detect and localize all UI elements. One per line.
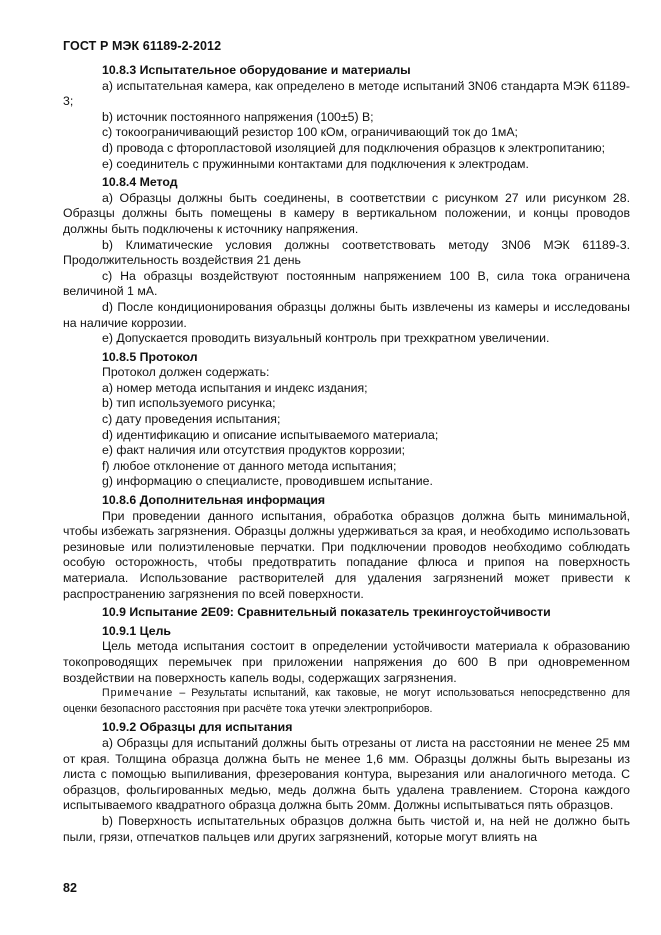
note-text: – Результаты испытаний, как таковые, не могут использоваться непосредственно для оценки безопасного расстояния при расчёте тока утечки электроприборов. <box>63 687 630 715</box>
section-10-9-2-title: 10.9.2 Образцы для испытания <box>102 720 293 735</box>
document-header: ГОСТ Р МЭК 61189-2-2012 <box>63 39 222 53</box>
section-10-9-1-note <box>63 686 630 717</box>
section-10-8-4-title: 10.8.4 Метод <box>102 175 178 190</box>
section-10-8-3-title: 10.8.3 Испытательное оборудование и материалы <box>102 63 411 77</box>
section-10-8-5-item-d: d) идентификацию и описание испытываемого материала; <box>102 427 439 442</box>
section-10-8-3-item-e: e) соединитель с пружинными контактами для подключения к электродам. <box>102 156 529 171</box>
section-10-8-3-item-c: c) токоограничивающий резистор 100 кОм, ограничивающий ток до 1мА; <box>102 125 518 140</box>
section-10-8-4-item-b: b) Климатические условия должны соответствовать методу 3N06 МЭК 61189-3. Продолжительность воздействия 21 день <box>63 237 630 268</box>
section-10-8-5-item-b: b) тип используемого рисунка; <box>102 396 276 411</box>
section-10-8-4-item-d: d) После кондиционирования образцы должны быть извлечены из камеры и исследованы на наличие коррозии. <box>63 299 630 330</box>
page-number: 82 <box>63 881 77 895</box>
section-10-8-5-item-g: g) информацию о специалисте, проводившем испытание. <box>102 474 433 489</box>
section-10-9-2-item-b: b) Поверхность испытательных образцов должна быть чистой и, на ней не должно быть пыли, грязи, отпечатков пальцев или других загрязнений, которые могут влиять на <box>63 813 630 844</box>
section-10-8-4-item-c: c) На образцы воздействуют постоянным напряжением 100 В, сила тока ограничена величиной 1 мА. <box>63 268 630 299</box>
section-10-8-5-item-f: f) любое отклонение от данного метода испытания; <box>102 458 397 473</box>
note-label: Примечание <box>102 687 174 700</box>
section-10-8-5-item-e: e) факт наличия или отсутствия продуктов коррозии; <box>102 443 406 458</box>
section-10-8-4-item-e: e) Допускается проводить визуальный контроль при трехкратном увеличении. <box>102 331 550 346</box>
section-10-8-5-intro: Протокол должен содержать: <box>102 365 270 380</box>
section-10-8-3-item-d: d) провода с фторопластовой изоляцией для подключения образцов к электропитанию; <box>102 140 605 155</box>
section-10-8-5-item-a: a) номер метода испытания и индекс издания; <box>102 380 368 395</box>
section-10-8-5-item-c: c) дату проведения испытания; <box>102 412 281 427</box>
section-10-8-6-text: При проведении данного испытания, обработка образцов должна быть минимальной, чтобы избежать загрязнения. Образцы должны удерживаться за края, и необходимо использовать резиновые или полиэтиленовые перчатки. При подключении проводов необходимо соблюдать особую осторожность, чтобы предотвратить попадание флюса и припоя на поверхность материала. Использование растворителей для удаления загрязнений может привести к распространению загрязнения по всей поверхности. <box>63 508 630 601</box>
section-10-9-1-text: Цель метода испытания состоит в определении устойчивости материала к образованию токопроводящих перемычек при приложении напряжения до 600 В при одновременном воздействии на поверхность капель воды, содержащих загрязнения. <box>63 639 630 685</box>
section-10-8-3-item-a: a) испытательная камера, как определено в методе испытаний 3N06 стандарта МЭК 61189-3; <box>63 78 630 109</box>
section-10-8-6-title: 10.8.6 Дополнительная информация <box>102 493 326 508</box>
section-10-8-4-item-a: а) Образцы должны быть соединены, в соответствии с рисунком 27 или рисунком 28. Образцы должны быть помещены в камеру в вертикальном положении, и концы проводов должны быть подключены к источнику напряжения. <box>63 190 630 236</box>
section-10-9-title: 10.9 Испытание 2E09: Сравнительный показатель трекингоустойчивости <box>102 605 551 620</box>
section-10-9-2-item-a: а) Образцы для испытаний должны быть отрезаны от листа на расстоянии не менее 25 мм от края. Толщина образца должна быть не менее 1,6 мм. Образцы должны быть вырезаны из листа с помощью выпиливания, фрезерования контура, вырезания или аналогичного метода. С образцов, фольгированных медью, медь должна быть удалена травлением. Сторона каждого испытываемого квадратного образца должна быть 20мм. Должны испытываться пять образцов. <box>63 735 630 813</box>
section-10-9-1-title: 10.9.1 Цель <box>102 623 171 638</box>
section-10-8-3-item-b: b) источник постоянного напряжения (100±5) В; <box>102 109 374 124</box>
document-body <box>63 63 630 845</box>
section-10-8-5-title: 10.8.5 Протокол <box>102 349 198 364</box>
